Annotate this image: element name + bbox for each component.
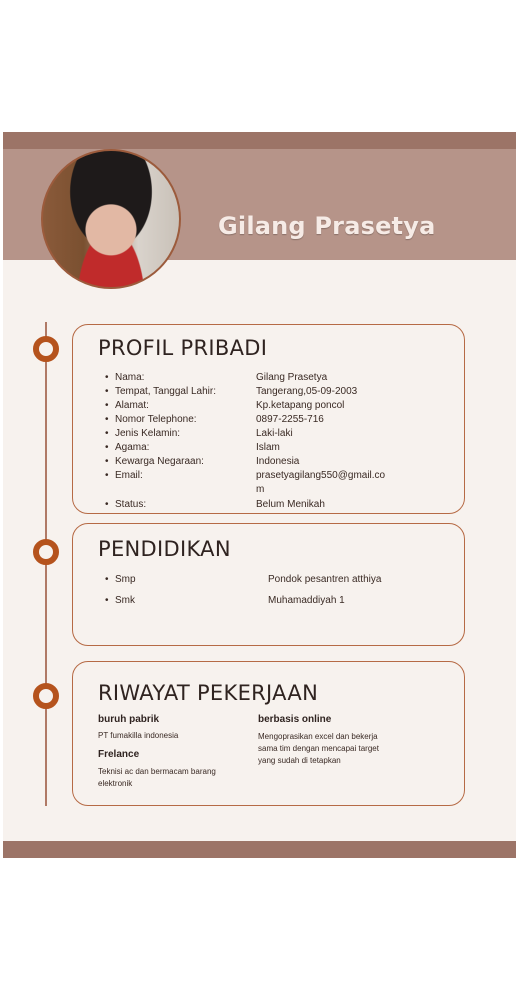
job-title: buruh pabrik: [98, 714, 160, 725]
work-title: RIWAYAT PEKERJAAN: [98, 681, 319, 705]
job-desc: PT fumakilla indonesia: [98, 731, 179, 740]
person-name: Gilang Prasetya: [218, 212, 436, 240]
work-card: [72, 661, 465, 806]
bottom-bar: [3, 841, 516, 858]
timeline-dot-work: [33, 683, 59, 709]
timeline-dot-profile: [33, 336, 59, 362]
job-desc: Mengoprasikan excel dan bekerja: [258, 732, 378, 741]
timeline-dot-education: [33, 539, 59, 565]
top-bar: [3, 132, 516, 149]
job-title: Frelance: [98, 749, 140, 760]
education-card: PENDIDIKAN • Smp Pondok pesantren atthiya • Smk Muhamaddiyah 1: [72, 523, 465, 646]
profile-card: PROFIL PRIBADI • Nama: Gilang Prasetya • Tempat, Tanggal Lahir: Tangerang,05-09-2003 • Alamat: Kp.ketapang poncol • Nomor Telephone: 0897-2255-716 • Jenis Kelamin: Laki-laki • Agama: Islam • Kewarga Negaraan: Indonesia • Email: prasetyagilang550@gmail.co m • Status: Belum Menikah: [72, 324, 465, 514]
profile-title: PROFIL PRIBADI: [98, 336, 268, 360]
resume-page: [3, 132, 516, 858]
education-title: PENDIDIKAN: [98, 537, 231, 561]
avatar: [41, 149, 181, 289]
job-desc: yang sudah di tetapkan: [258, 756, 341, 765]
job-desc: Teknisi ac dan bermacam barang: [98, 767, 216, 776]
job-desc: sama tim dengan mencapai target: [258, 744, 379, 753]
job-desc: elektronik: [98, 779, 133, 788]
job-title: berbasis online: [258, 714, 332, 725]
